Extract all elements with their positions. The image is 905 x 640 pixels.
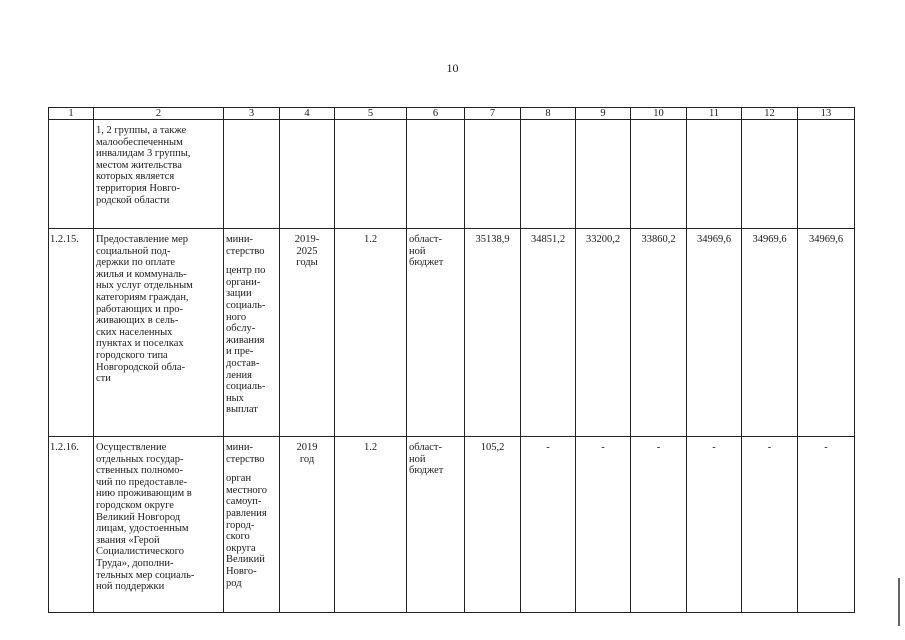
value-cell [465, 120, 521, 229]
column-number: 4 [280, 108, 335, 120]
source-text: област- ной бюджет [409, 442, 444, 477]
item-source [407, 229, 465, 437]
column-number: 11 [687, 108, 742, 120]
item-number: 1.2.16. [49, 437, 94, 613]
item-description [94, 437, 224, 613]
item-executor [224, 437, 280, 613]
column-number-row [49, 108, 855, 120]
column-number: 6 [407, 108, 465, 120]
column-number: 12 [742, 108, 798, 120]
column-number: 2 [94, 108, 224, 120]
table-row [49, 229, 855, 437]
page-number: 10 [446, 61, 459, 75]
column-number: 7 [465, 108, 521, 120]
column-number: 5 [335, 108, 407, 120]
value-cell [687, 120, 742, 229]
value-cell: 34969,6 [798, 229, 855, 437]
item-source [407, 120, 465, 229]
program-table [48, 107, 855, 613]
period-text: 2019 год [296, 442, 318, 465]
value-cell: - [742, 437, 798, 613]
item-period [280, 120, 335, 229]
value-cell [521, 120, 576, 229]
item-description-text: Предоставление мер социальной под- держки по оплате жилья и коммуналь- ных услуг отдельным категориям граждан, работающих и про- живающих в сель- ских населенных пунктах и поселках городского типа Новгородской обла- сти [96, 234, 193, 385]
item-code: 1.2 [335, 229, 407, 437]
column-number: 9 [576, 108, 631, 120]
item-source [407, 437, 465, 613]
item-executor [224, 229, 280, 437]
scan-edge-mark [898, 578, 900, 626]
item-description-text: Осуществление отдельных государ- ственных полномо- чий по предоставле- нию проживающим в городском округе Великий Новгород лицам, удостоенным звания «Герой Социалистического Труда», дополни- тельных мер социаль- ной поддержки [96, 442, 195, 593]
item-period [280, 437, 335, 613]
item-description-text: 1, 2 группы, а также малообеспеченным инвалидам 3 группы, местом жительства которых является территория Новго- родской области [96, 125, 191, 206]
executor-secondary: центр по органи- зации социаль- ного обслу- живания и пре- достав- ления социаль- ных выплат [226, 265, 266, 416]
value-cell [742, 120, 798, 229]
source-text: област- ной бюджет [409, 234, 444, 269]
item-code [335, 120, 407, 229]
value-cell: 33200,2 [576, 229, 631, 437]
value-cell [631, 120, 687, 229]
item-number [49, 120, 94, 229]
item-description [94, 120, 224, 229]
executor-primary: мини- стерство [226, 234, 265, 257]
column-number: 10 [631, 108, 687, 120]
item-number: 1.2.15. [49, 229, 94, 437]
table-row [49, 120, 855, 229]
item-description [94, 229, 224, 437]
value-cell: 33860,2 [631, 229, 687, 437]
value-cell: 34851,2 [521, 229, 576, 437]
value-cell: - [687, 437, 742, 613]
value-cell [576, 120, 631, 229]
column-number: 13 [798, 108, 855, 120]
item-code: 1.2 [335, 437, 407, 613]
value-cell: 35138,9 [465, 229, 521, 437]
column-number: 3 [224, 108, 280, 120]
value-cell: 34969,6 [687, 229, 742, 437]
executor-secondary: орган местного самоуп- равления город- ского округа Великий Новго- род [226, 473, 267, 589]
value-cell: 34969,6 [742, 229, 798, 437]
table-row [49, 437, 855, 613]
value-cell [798, 120, 855, 229]
value-cell: - [631, 437, 687, 613]
value-cell: - [521, 437, 576, 613]
column-number: 1 [49, 108, 94, 120]
value-cell: 105,2 [465, 437, 521, 613]
item-period [280, 229, 335, 437]
column-number: 8 [521, 108, 576, 120]
item-executor [224, 120, 280, 229]
executor-primary: мини- стерство [226, 442, 265, 465]
value-cell: - [576, 437, 631, 613]
period-text: 2019- 2025 годы [294, 234, 320, 269]
value-cell: - [798, 437, 855, 613]
